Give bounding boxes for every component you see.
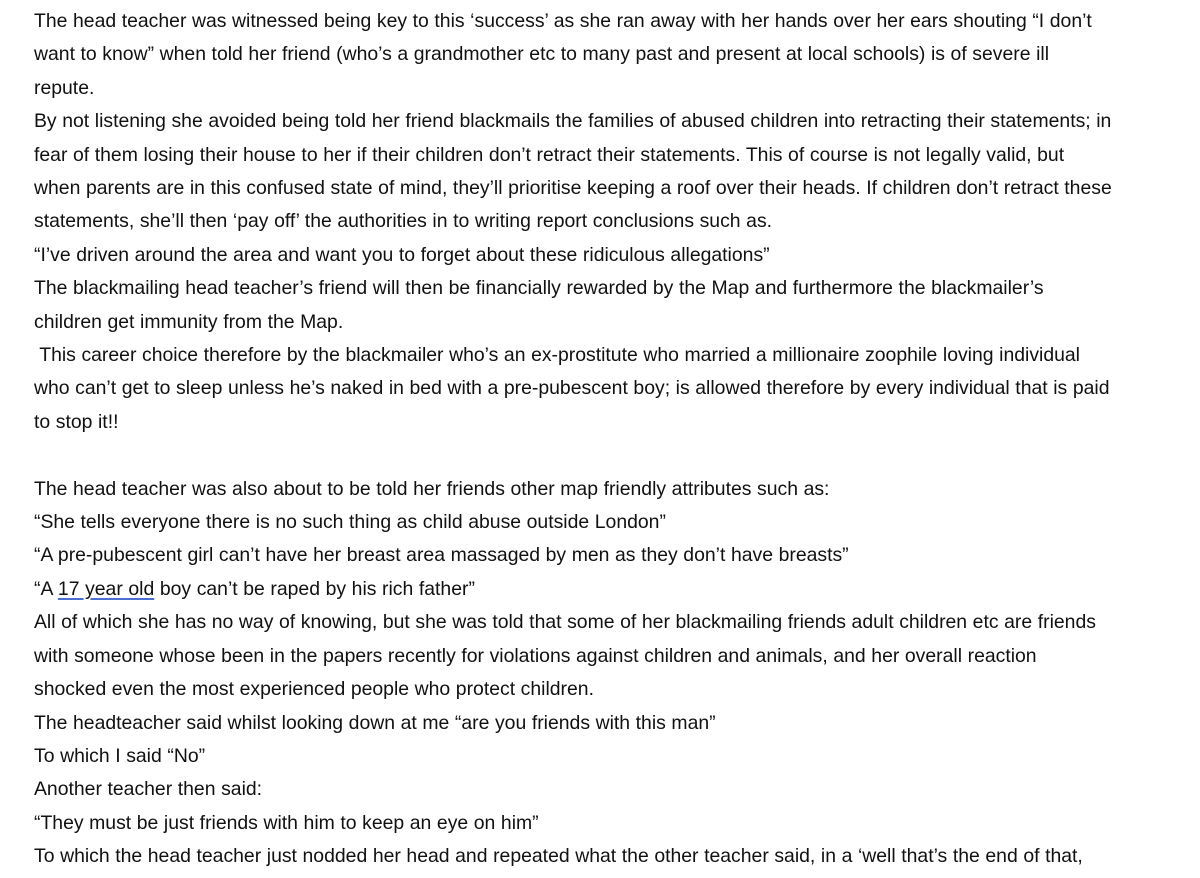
text-line: The headteacher said whilst looking down at me “are you friends with this man” (34, 711, 716, 734)
text-line: To which I said “No” (34, 744, 206, 767)
text-line: children get immunity from the Map. (34, 310, 344, 333)
text-line: who can’t get to sleep unless he’s naked in bed with a pre-pubescent boy; is allowed therefore by every individual that is paid (34, 377, 1110, 400)
text-line: statements, she’ll then ‘pay off’ the authorities in to writing report conclusions such as. (34, 210, 773, 233)
text-line: “I’ve driven around the area and want you to forget about these ridiculous allegations” (34, 243, 770, 266)
text-line: with someone whose been in the papers recently for violations against children and animals, and her overall reaction (34, 644, 1037, 667)
text-line: The head teacher was also about to be told her friends other map friendly attributes such as: (34, 477, 830, 500)
text-line: repute. (34, 76, 95, 99)
text-line: Another teacher then said: (34, 778, 263, 801)
text-line: to stop it!! (34, 410, 119, 433)
text-line: This career choice therefore by the blackmailer who’s an ex-prostitute who married a millionaire zoophile loving individual (34, 344, 1080, 367)
text-line: “She tells everyone there is no such thing as child abuse outside London” (34, 511, 666, 534)
text-line: fear of them losing their house to her if their children don’t retract their statements. This of course is not legally valid, but (34, 143, 1065, 166)
text-line: when parents are in this confused state of mind, they’ll prioritise keeping a roof over their heads. If children don’t retract these (34, 177, 1112, 200)
text-line: All of which she has no way of knowing, but she was told that some of her blackmailing friends adult children etc are friends (34, 611, 1096, 634)
text-line: shocked even the most experienced people who protect children. (34, 678, 594, 701)
text-line-with-link (34, 573, 1174, 606)
blank-line (34, 439, 1174, 472)
text-line: The head teacher was witnessed being key to this ‘success’ as she ran away with her hands over her ears shouting “I don’t (34, 10, 1092, 32)
text-line: want to know” when told her friend (who’s a grandmother etc to many past and present at local schools) is of severe ill (34, 43, 1050, 66)
text-line: To which the head teacher just nodded her head and repeated what the other teacher said, in a ‘well that’s the end of that, (34, 845, 1083, 868)
text-line: The blackmailing head teacher’s friend will then be financially rewarded by the Map and furthermore the blackmailer’s (34, 277, 1044, 300)
text-line: “They must be just friends with him to keep an eye on him” (34, 811, 539, 834)
underlined-phrase[interactable]: 17 year old (57, 577, 155, 600)
text-segment: “A (34, 577, 58, 600)
text-line: By not listening she avoided being told her friend blackmails the families of abused children into retracting their statements; in (34, 110, 1112, 133)
text-line: “A pre-pubescent girl can’t have her breast area massaged by men as they don’t have breasts” (34, 544, 849, 567)
text-segment: boy can’t be raped by his rich father” (154, 577, 475, 600)
document-body (34, 5, 1174, 874)
